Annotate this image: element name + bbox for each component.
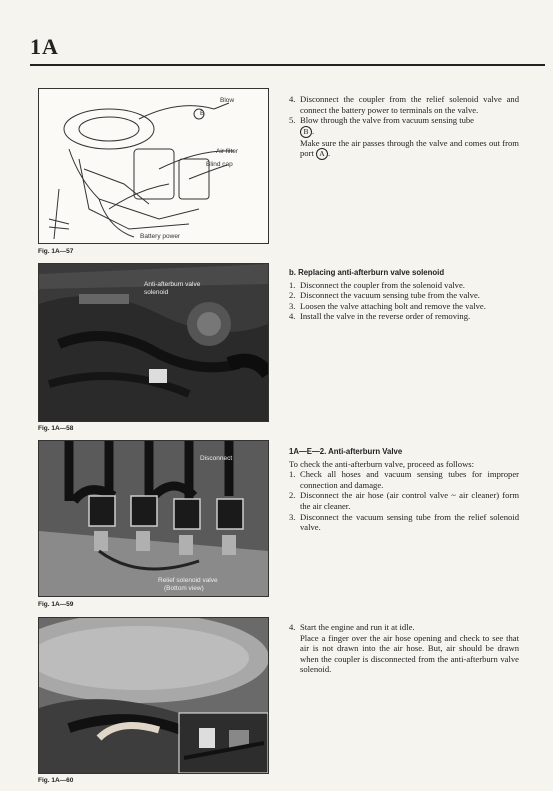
label-anti-afterburn: Anti-afterburn valve solenoid [144, 281, 201, 296]
section-heading: b. Replacing anti-afterburn valve solenoid [289, 268, 445, 277]
label-disconnect: Disconnect [200, 455, 233, 462]
text-section-4 [289, 622, 519, 675]
step-text: Blow through the valve from vacuum sensing tube [300, 115, 474, 126]
step-text: Check all hoses and vacuum sensing tubes for improper connection and damage. [300, 469, 519, 490]
circled-mark: B [300, 126, 312, 138]
engine-line-drawing [39, 89, 268, 243]
figure-caption: Fig. 1A—58 [38, 425, 74, 432]
step-number: 2. [289, 290, 296, 301]
step-number: 5. [289, 115, 296, 126]
note-text-end: . [328, 148, 331, 159]
step-text: Disconnect the air hose (air control valve ~ air cleaner) form the air cleaner. [300, 490, 519, 511]
label-air-filter: Air filter [216, 148, 239, 155]
step-number: 4. [289, 622, 296, 632]
section-title: 1A [30, 34, 59, 59]
step-number: 1. [289, 469, 296, 480]
text-section-2 [289, 268, 519, 322]
label-relief-solenoid: Relief solenoid valve [158, 577, 218, 584]
step-number: 3. [289, 511, 296, 522]
step-text: Install the valve in the reverse order of removing. [300, 311, 471, 322]
figure-caption: Fig. 1A—60 [38, 777, 74, 784]
circled-mark: A [316, 148, 328, 160]
step-text: Disconnect the coupler from the relief solenoid valve and connect the battery power to terminals on the valve. [300, 94, 519, 115]
step-number: 2. [289, 490, 296, 501]
figure-1a-57 [38, 88, 269, 244]
figure-caption: Fig. 1A—57 [38, 248, 74, 255]
label-b-mark: B [200, 110, 205, 117]
step-text: Loosen the valve attaching bolt and remove the valve. [300, 300, 486, 311]
step-number: 3. [289, 300, 296, 311]
label-battery-power: Battery power [140, 233, 181, 240]
section-heading: 1A—E—2. Anti-afterburn Valve [289, 447, 403, 456]
intro-text: To check the anti-afterburn valve, proceed as follows: [289, 458, 475, 469]
step-text: Disconnect the vacuum sensing tube from the valve. [300, 290, 480, 301]
figure-1a-60 [38, 617, 269, 774]
step-text: Disconnect the vacuum sensing tube from the relief solenoid valve. [300, 511, 519, 533]
valve-photo [39, 441, 268, 596]
step-body: Place a finger over the air hose opening and check to see that air is not drawn into the air hose. But, air should be drawn when the coupler is disconnected from the anti-afterburn valve solenoid. [300, 632, 519, 675]
step-text: Start the engine and run it at idle. [300, 622, 415, 632]
figure-1a-59 [38, 440, 269, 597]
step-number: 1. [289, 279, 296, 290]
text-section-3 [289, 447, 519, 533]
note-text: Make sure the air passes through the valve and comes out from port [300, 137, 519, 159]
step-number: 4. [289, 94, 296, 104]
step-text: Disconnect the coupler from the solenoid valve. [300, 279, 465, 290]
label-blow: Blow [220, 97, 235, 104]
step-number: 4. [289, 311, 296, 322]
text-section-1 [289, 94, 519, 160]
step-text-end: . [312, 125, 315, 136]
label-bottom-view: (Bottom view) [164, 585, 204, 592]
header-rule [30, 64, 545, 66]
air-cleaner-photo [39, 618, 268, 773]
figure-caption: Fig. 1A—59 [38, 601, 74, 608]
label-blind-cap: Blind cap [206, 161, 233, 168]
